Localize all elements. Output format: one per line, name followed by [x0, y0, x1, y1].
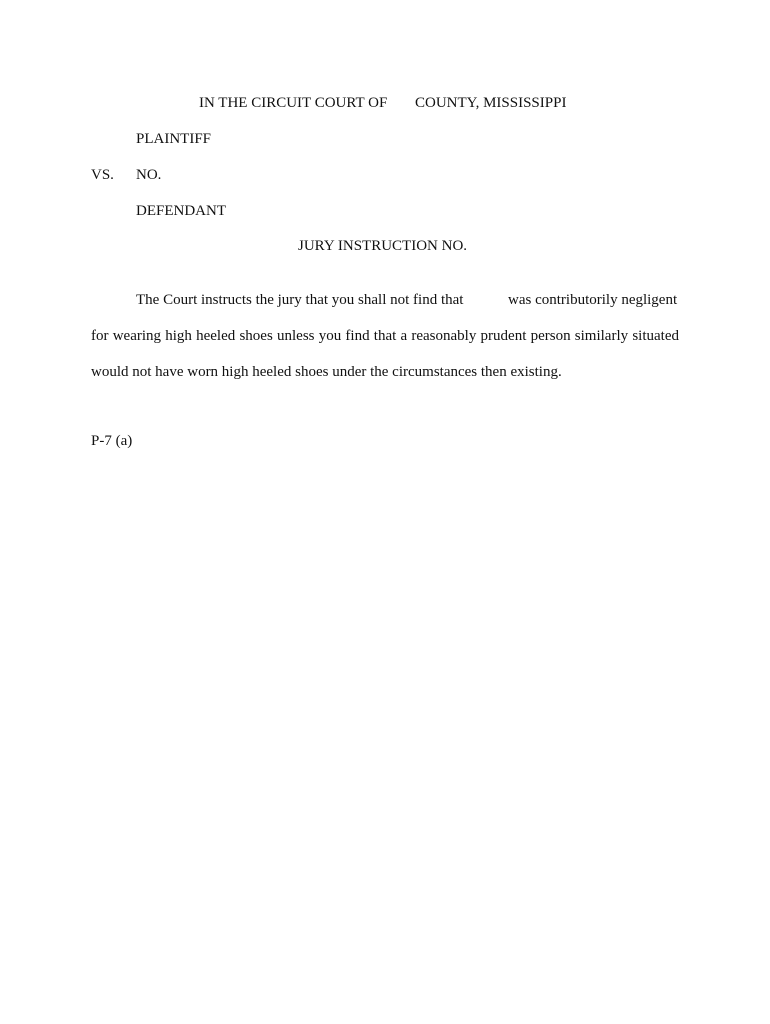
plaintiff-label: PLAINTIFF — [136, 131, 212, 147]
county-suffix: COUNTY, MISSISSIPPI — [415, 95, 567, 111]
footer-code: P-7 (a) — [91, 433, 133, 449]
body-line-1-part-2: was contributorily negligent — [508, 292, 678, 308]
defendant-label: DEFENDANT — [136, 203, 226, 219]
instruction-title: JURY INSTRUCTION NO. — [298, 238, 468, 254]
case-number-label: NO. — [136, 167, 162, 183]
body-line-3: would not have worn high heeled shoes under the circumstances then existing. — [91, 364, 562, 380]
body-line-2: for wearing high heeled shoes unless you find that a reasonably prudent person similarly situated — [91, 328, 679, 344]
court-prefix: IN THE CIRCUIT COURT OF — [199, 95, 388, 111]
vs-label: VS. — [91, 167, 114, 183]
body-line-1-part-1: The Court instructs the jury that you shall not find that — [136, 292, 464, 308]
